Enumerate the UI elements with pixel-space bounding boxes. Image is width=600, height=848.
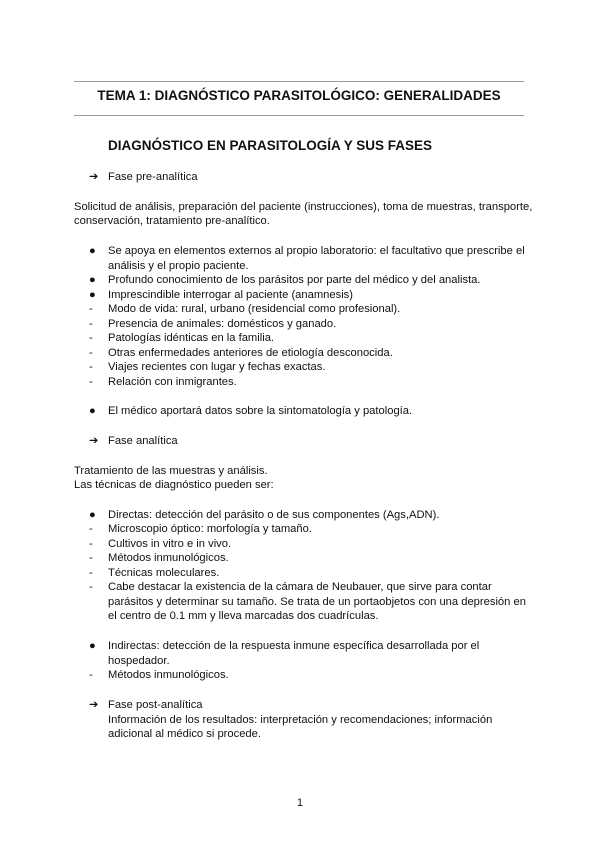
dash-marker: - — [89, 303, 93, 315]
list-item: - Presencia de animales: domésticos y ganado. — [89, 318, 337, 330]
phase-pre-analytic — [89, 170, 198, 184]
list-item: - Microscopio óptico: morfología y tamaño. — [89, 523, 312, 535]
dash-marker: - — [89, 567, 93, 579]
bullet-icon: ● — [89, 274, 96, 286]
list-item: - Métodos inmunológicos. — [89, 552, 229, 564]
bullet-icon: ● — [89, 245, 96, 257]
bullet-icon: ● — [89, 405, 96, 417]
list-item: ● Se apoya en elementos externos al propio laboratorio: el facultativo que prescribe el análisis y el propio paciente. — [89, 245, 525, 272]
arrow-icon: ➔ — [89, 435, 99, 447]
list-item: - Patologías idénticas en la familia. — [89, 332, 275, 344]
bullet-icon: ● — [89, 640, 96, 652]
paragraph-line: Solicitud de análisis, preparación del paciente (instrucciones), toma de muestras, transporte, — [74, 201, 533, 213]
list-item: - Relación con inmigrantes. — [89, 376, 237, 388]
list-item: - Otras enfermedades anteriores de etiología desconocida. — [89, 347, 393, 359]
page-title: TEMA 1: DIAGNÓSTICO PARASITOLÓGICO: GENERALIDADES — [97, 88, 501, 103]
list-item: - Métodos inmunológicos. — [89, 669, 229, 681]
list-item: ● El médico aportará datos sobre la sintomatología y patología. — [89, 405, 413, 417]
phase-description: Información de los resultados: interpretación y recomendaciones; información adicional al médico si procede. — [108, 713, 493, 740]
dash-marker: - — [89, 332, 93, 344]
dash-marker: - — [89, 523, 93, 535]
phase-label: Fase pre-analítica — [108, 171, 198, 183]
list-item: ● Imprescindible interrogar al paciente (anamnesis) — [89, 289, 353, 301]
list-item: - Técnicas moleculares. — [89, 567, 220, 579]
phase-label: Fase post-analítica — [108, 699, 203, 711]
list-item: - Viajes recientes con lugar y fechas exactas. — [89, 361, 326, 373]
top-rule — [74, 81, 524, 82]
dash-marker: - — [89, 318, 93, 330]
section-heading: DIAGNÓSTICO EN PARASITOLOGÍA Y SUS FASES — [108, 138, 433, 153]
dash-marker: - — [89, 361, 93, 373]
phase-analytic — [89, 434, 178, 448]
list-item: ● Directas: detección del parásito o de sus componentes (Ags,ADN). — [89, 509, 440, 521]
dash-marker: - — [89, 552, 93, 564]
list-item: - Modo de vida: rural, urbano (residencial como profesional). — [89, 303, 401, 315]
page-number: 1 — [296, 797, 304, 809]
bullet-icon: ● — [89, 509, 96, 521]
paragraph-line: conservación, tratamiento pre-analítico. — [74, 215, 270, 227]
title-rule — [74, 115, 524, 116]
arrow-icon: ➔ — [89, 171, 99, 183]
paragraph-line: Las técnicas de diagnóstico pueden ser: — [74, 479, 274, 491]
list-item: ● Profundo conocimiento de los parásitos por parte del médico y del analista. — [89, 274, 481, 286]
paragraph-line: Tratamiento de las muestras y análisis. — [74, 465, 268, 477]
dash-marker: - — [89, 669, 93, 681]
dash-marker: - — [89, 376, 93, 388]
arrow-icon: ➔ — [89, 699, 99, 711]
dash-marker: - — [89, 347, 93, 359]
phase-post-analytic — [89, 698, 529, 742]
list-item: - Cabe destacar la existencia de la cámara de Neubauer, que sirve para contar parásitos y determinar su tamaño. Se trata de un portaobjetos con una depresión en el centro de 0.1 mm y lleva marcadas dos cuadrículas. — [89, 581, 526, 622]
list-item: - Cultivos in vitro e in vivo. — [89, 538, 232, 550]
list-item: ● Indirectas: detección de la respuesta inmune específica desarrollada por el hospedador. — [89, 640, 480, 667]
bullet-icon: ● — [89, 289, 96, 301]
phase-label: Fase analítica — [108, 435, 178, 447]
dash-marker: - — [89, 538, 93, 550]
dash-marker: - — [89, 581, 93, 593]
